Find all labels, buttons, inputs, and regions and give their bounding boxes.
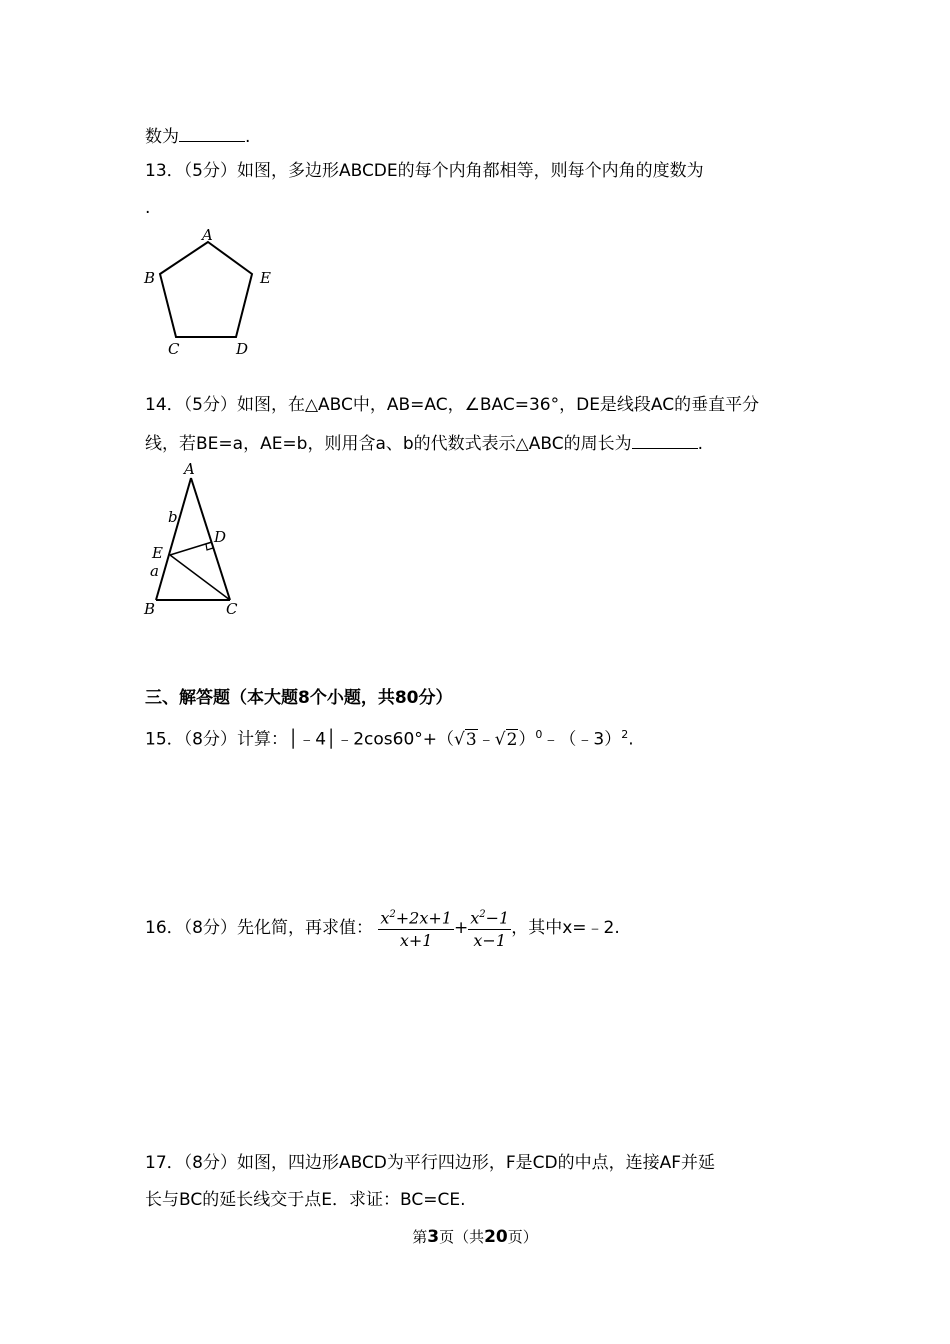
pentagon-figure xyxy=(140,226,290,358)
footer-pre: 第 xyxy=(412,1228,428,1246)
triangle-label-c: C xyxy=(226,600,238,618)
pentagon-shape xyxy=(160,242,252,337)
q16-prefix: 16．（8分）先化简，再求值： xyxy=(145,918,373,939)
q15-line xyxy=(145,725,634,750)
q16-fraction-1 xyxy=(378,904,454,952)
q15-minus: ﹣ xyxy=(477,729,495,750)
q16-frac2-num-rest: −1 xyxy=(485,908,510,928)
q15-zero-exp: 0 xyxy=(535,728,543,741)
q16-frac1-num-rest: +2x+1 xyxy=(395,908,452,928)
triangle-label-a: A xyxy=(184,460,195,478)
q15-part2: ） xyxy=(518,729,536,750)
q13-line2: . xyxy=(145,198,151,218)
footer-mid: 页（共 xyxy=(439,1228,485,1246)
q16-fraction-2 xyxy=(468,904,511,952)
q17-line1: 17．（8分）如图，四边形ABCD为平行四边形，F是CD的中点，连接AF并延 xyxy=(145,1153,716,1173)
triangle-figure xyxy=(140,460,250,620)
q16-suffix: ，其中x=﹣2. xyxy=(511,918,620,939)
q12-tail-end: . xyxy=(245,127,251,147)
q16-frac1-num-exp: 2 xyxy=(389,909,396,920)
q16-frac1-numerator xyxy=(378,904,454,930)
triangle-side-ab xyxy=(156,478,191,600)
q15-rad1: 3 xyxy=(465,729,477,750)
q15-part3: ﹣（﹣3） xyxy=(542,729,622,750)
pentagon-label-d: D xyxy=(236,340,249,358)
q15-rad2: 2 xyxy=(506,729,518,750)
q16-frac2-num-base: x xyxy=(470,908,480,928)
page-footer xyxy=(0,1226,950,1247)
q17-line2: 长与BC的延长线交于点E．求证：BC=CE. xyxy=(145,1190,466,1210)
q16-frac1-denominator: x+1 xyxy=(399,931,433,951)
q15-end: . xyxy=(628,729,634,750)
triangle-label-b-side: b xyxy=(168,508,178,526)
segment-ec xyxy=(170,555,230,600)
triangle-label-e: E xyxy=(152,544,163,562)
q16-frac1-num-base: x xyxy=(380,908,390,928)
q15-part1: │﹣4│﹣2cos60°+（ xyxy=(287,729,455,750)
q16-frac2-numerator xyxy=(468,904,511,930)
pentagon-label-c: C xyxy=(168,340,180,358)
q14-line2-text: 线，若BE=a，AE=b，则用含a、b的代数式表示△ABC的周长为 xyxy=(145,434,632,454)
footer-page-number: 3 xyxy=(427,1227,440,1247)
q16-frac2-num-exp: 2 xyxy=(479,909,486,920)
footer-total-pages: 20 xyxy=(484,1227,508,1247)
q15-prefix: 15．（8分）计算： xyxy=(145,729,288,750)
footer-post: 页） xyxy=(507,1228,538,1246)
q15-sqrt3: √3 xyxy=(454,729,477,750)
q12-answer-blank xyxy=(179,125,245,142)
pentagon-label-a: A xyxy=(202,226,213,244)
q14-line2-end: . xyxy=(697,434,704,454)
section3-heading: 三、解答题（本大题8个小题，共80分） xyxy=(145,688,453,708)
triangle-label-b: B xyxy=(144,600,156,618)
q13-line1: 13．（5分）如图，多边形ABCDE的每个内角都相等，则每个内角的度数为 xyxy=(145,161,704,181)
q15-sqrt2: √2 xyxy=(494,729,518,750)
q14-line2 xyxy=(145,432,703,454)
q16-frac2-denominator: x−1 xyxy=(473,931,507,951)
q15-square-exp: 2 xyxy=(621,728,629,741)
pentagon-label-e: E xyxy=(260,269,271,287)
q16-plus: + xyxy=(453,918,469,939)
q12-tail-line xyxy=(145,125,250,147)
q14-line1: 14．（5分）如图，在△ABC中，AB=AC，∠BAC=36°，DE是线段AC的垂直平分 xyxy=(145,395,760,415)
q16-line xyxy=(145,904,620,952)
triangle-label-d: D xyxy=(214,528,227,546)
triangle-label-a-side: a xyxy=(150,562,159,580)
q12-tail-text: 数为 xyxy=(145,127,179,147)
segment-ed xyxy=(170,542,212,555)
q14-answer-blank xyxy=(632,432,698,449)
pentagon-label-b: B xyxy=(144,269,156,287)
